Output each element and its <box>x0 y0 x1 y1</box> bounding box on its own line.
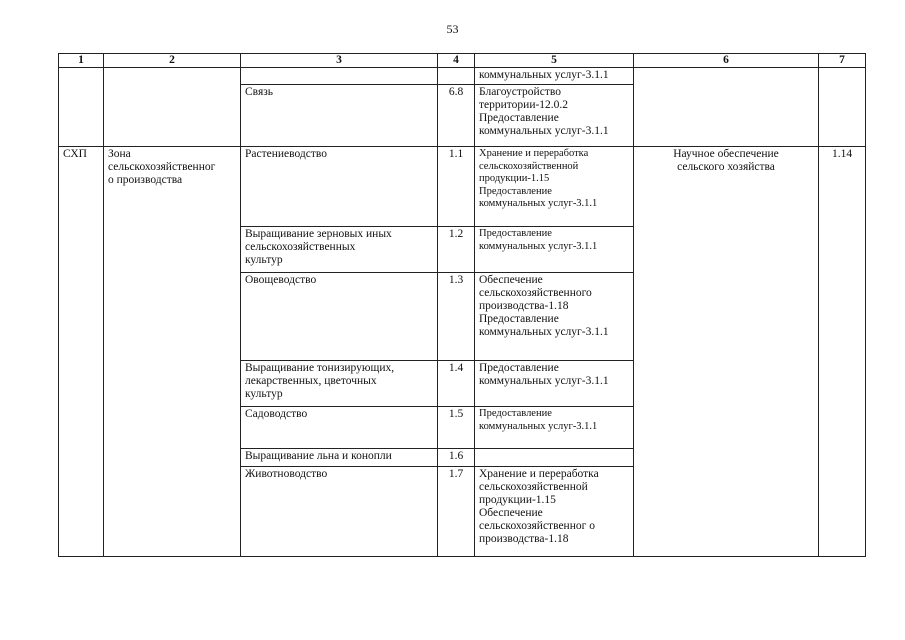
cell-use-code: 1.6 <box>438 449 475 467</box>
cell-use-name: Растениеводство <box>241 147 438 227</box>
column-header-7: 7 <box>819 54 866 68</box>
cell-aux-uses <box>475 449 634 467</box>
cell-use-code: 1.4 <box>438 361 475 407</box>
cell-use-code: 1.3 <box>438 273 475 361</box>
cell-conditional-use: Научное обеспечение сельского хозяйства <box>634 147 819 557</box>
zoning-table <box>58 53 866 557</box>
cell-conditional-code: 1.14 <box>819 147 866 557</box>
cell-use-name: Выращивание льна и конопли <box>241 449 438 467</box>
column-header-2: 2 <box>104 54 241 68</box>
cell-use-code: 1.7 <box>438 467 475 557</box>
column-header-4: 4 <box>438 54 475 68</box>
cell-zone-name-prev <box>104 68 241 147</box>
cell-zone-code-prev <box>59 68 104 147</box>
cell-use-code: 1.2 <box>438 227 475 273</box>
cell-use-code: 1.1 <box>438 147 475 227</box>
cell-use-code: 1.5 <box>438 407 475 449</box>
cell-use-name: Овощеводство <box>241 273 438 361</box>
cell-aux-uses: Обеспечение сельскохозяйственного производства-1.18 Предоставление коммунальных услуг-3.1.1 <box>475 273 634 361</box>
cell-use-name: Животноводство <box>241 467 438 557</box>
header-row <box>59 54 866 68</box>
cell-aux-uses: коммунальных услуг-3.1.1 <box>475 68 634 85</box>
column-header-1: 1 <box>59 54 104 68</box>
cell-aux-uses: Предоставление коммунальных услуг-3.1.1 <box>475 227 634 273</box>
table-row <box>59 68 866 85</box>
column-header-6: 6 <box>634 54 819 68</box>
cell-use-name: Выращивание зерновых иных сельскохозяйственных культур <box>241 227 438 273</box>
cell-aux-uses: Хранение и переработка сельскохозяйственной продукции-1.15 Обеспечение сельскохозяйственног о производства-1.18 <box>475 467 634 557</box>
cell-conditional-code-prev <box>819 68 866 147</box>
table-row <box>59 147 866 227</box>
cell-use-code <box>438 68 475 85</box>
cell-use-name: Выращивание тонизирующих, лекарственных, цветочных культур <box>241 361 438 407</box>
cell-zone-name: Зона сельскохозяйственног о производства <box>104 147 241 557</box>
page-number: 53 <box>446 22 459 36</box>
cell-conditional-use-prev <box>634 68 819 147</box>
column-header-5: 5 <box>475 54 634 68</box>
cell-aux-uses: Предоставление коммунальных услуг-3.1.1 <box>475 407 634 449</box>
column-header-3: 3 <box>241 54 438 68</box>
cell-zone-code: СХП <box>59 147 104 557</box>
cell-aux-uses: Благоустройство территории-12.0.2 Предоставление коммунальных услуг-3.1.1 <box>475 85 634 147</box>
cell-aux-uses: Хранение и переработка сельскохозяйственной продукции-1.15 Предоставление коммунальных услуг-3.1.1 <box>475 147 634 227</box>
cell-use-name <box>241 68 438 85</box>
cell-use-name: Садоводство <box>241 407 438 449</box>
cell-use-code: 6.8 <box>438 85 475 147</box>
cell-aux-uses: Предоставление коммунальных услуг-3.1.1 <box>475 361 634 407</box>
cell-use-name: Связь <box>241 85 438 147</box>
